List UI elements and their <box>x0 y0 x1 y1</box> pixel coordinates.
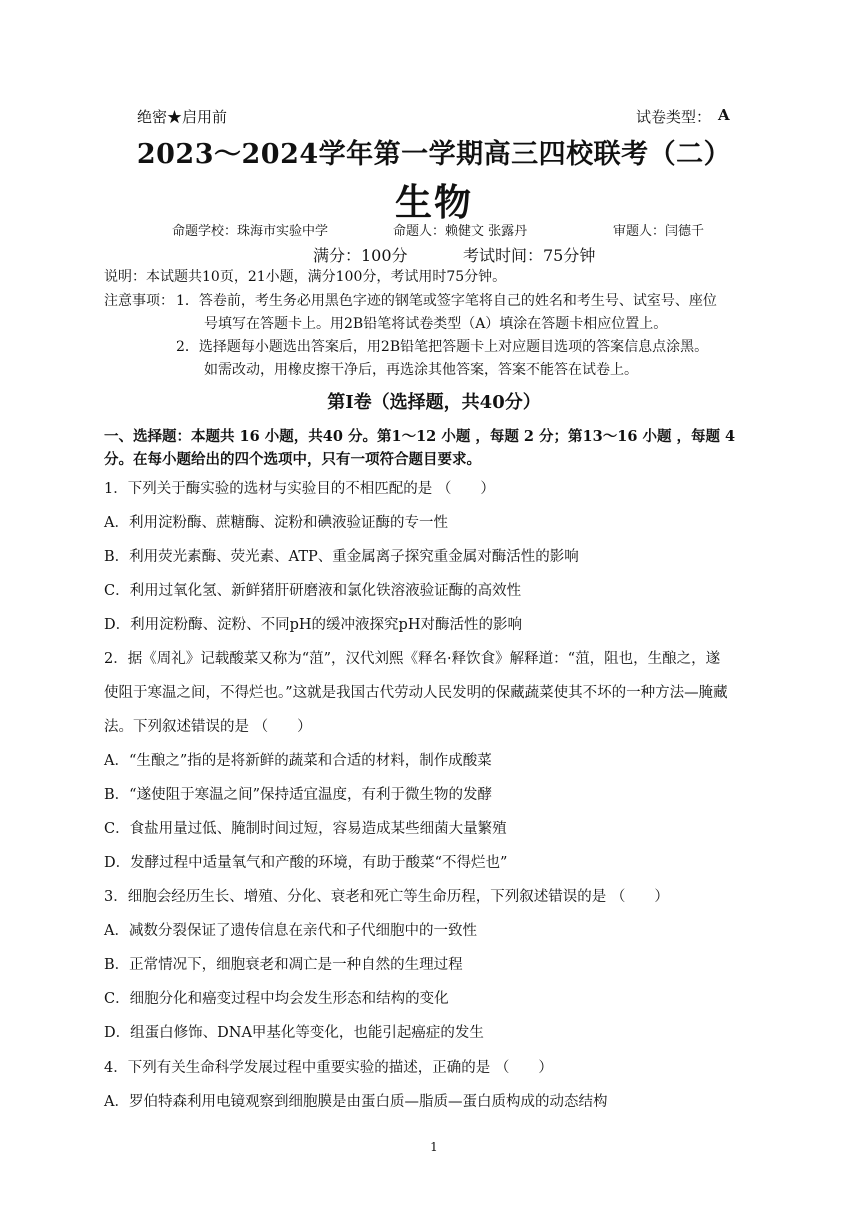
question-4-stem: 4．下列有关生命科学发展过程中重要实验的描述，正确的是 （ ） <box>104 1060 553 1076</box>
question-2-stem-line-1: 2．据《周礼》记载酸菜又称为“菹”，汉代刘熙《释名·释饮食》解释道：“菹，阻也，生酿之，遂 <box>104 651 721 667</box>
question-1-option-c: C．利用过氧化氢、新鲜猪肝研磨液和氯化铁溶液验证酶的高效性 <box>104 583 522 599</box>
question-2-stem-line-2: 使阻于寒温之间，不得烂也。”这就是我国古代劳动人民发明的保藏蔬菜使其不坏的一种方法—腌藏 <box>104 685 728 701</box>
question-1-option-a: A．利用淀粉酶、蔗糖酶、淀粉和碘液验证酶的专一性 <box>104 515 448 531</box>
paper-type-value: A <box>718 106 730 124</box>
exam-title: 2023～2024学年第一学期高三四校联考（二） <box>136 139 732 170</box>
attention-label: 注意事项： <box>104 293 174 309</box>
question-3-stem: 3．细胞会经历生长、增殖、分化、衰老和死亡等生命历程，下列叙述错误的是 （ ） <box>104 889 669 905</box>
question-2-option-d: D．发酵过程中适量氧气和产酸的环境，有助于酸菜“不得烂也” <box>104 855 508 871</box>
exam-time: 考试时间：75分钟 <box>463 246 596 265</box>
attention-item-1-line-2: 号填写在答题卡上。用2B铅笔将试卷类型（A）填涂在答题卡相应位置上。 <box>204 316 668 332</box>
page-number: 1 <box>430 1140 438 1154</box>
question-1-option-d: D．利用淀粉酶、淀粉、不同pH的缓冲液探究pH对酶活性的影响 <box>104 617 522 633</box>
attention-item-2-line-1: 2．选择题每小题选出答案后，用2B铅笔把答题卡上对应题目选项的答案信息点涂黑。 <box>176 339 709 355</box>
question-1-option-b: B．利用荧光素酶、荧光素、ATP、重金属离子探究重金属对酶活性的影响 <box>104 549 579 565</box>
full-score: 满分：100分 <box>313 246 408 265</box>
setter-school: 命题学校：珠海市实验中学 <box>172 224 329 239</box>
setter-authors: 命题人：赖健文 张露丹 <box>393 224 528 239</box>
question-4-option-a: A．罗伯特森利用电镜观察到细胞膜是由蛋白质—脂质—蛋白质构成的动态结构 <box>104 1094 608 1110</box>
question-2-option-c: C．食盐用量过低、腌制时间过短，容易造成某些细菌大量繁殖 <box>104 821 507 837</box>
instructions-line-1: 一、选择题：本题共 16 小题，共40 分。第1～12 小题 ，每题 2 分；第13～16 小题 ，每题 4 <box>104 428 736 445</box>
question-3-option-a: A．减数分裂保证了遗传信息在亲代和子代细胞中的一致性 <box>104 923 477 939</box>
question-1-stem: 1．下列关于酶实验的选材与实验目的不相匹配的是 （ ） <box>104 481 495 497</box>
attention-item-1-line-1: 1．答卷前，考生务必用黑色字迹的钢笔或签字笔将自己的姓名和考生号、试室号、座位 <box>176 293 717 309</box>
explanation-note: 说明：本试题共10页，21小题，满分100分，考试用时75分钟。 <box>104 269 507 285</box>
question-2-option-b: B．“遂使阻于寒温之间”保持适宜温度，有利于微生物的发酵 <box>104 787 492 803</box>
paper-type-label: 试卷类型： <box>636 108 712 126</box>
section-title: 第I卷（选择题，共40分） <box>327 392 541 413</box>
subject-title: 生物 <box>395 180 473 224</box>
question-3-option-b: B．正常情况下，细胞衰老和凋亡是一种自然的生理过程 <box>104 957 463 973</box>
question-3-option-d: D．组蛋白修饰、DNA甲基化等变化，也能引起癌症的发生 <box>104 1025 484 1041</box>
question-2-stem-line-3: 法。下列叙述错误的是 （ ） <box>104 719 312 735</box>
question-2-option-a: A．“生酿之”指的是将新鲜的蔬菜和合适的材料，制作成酸菜 <box>104 753 492 769</box>
attention-item-2-line-2: 如需改动，用橡皮擦干净后，再选涂其他答案，答案不能答在试卷上。 <box>204 362 638 378</box>
confidential-label: 绝密★启用前 <box>137 108 228 126</box>
reviewer: 审题人：闫德千 <box>613 224 705 239</box>
instructions-line-2: 分。在每小题给出的四个选项中，只有一项符合题目要求。 <box>104 451 481 468</box>
question-3-option-c: C．细胞分化和癌变过程中均会发生形态和结构的变化 <box>104 991 449 1007</box>
